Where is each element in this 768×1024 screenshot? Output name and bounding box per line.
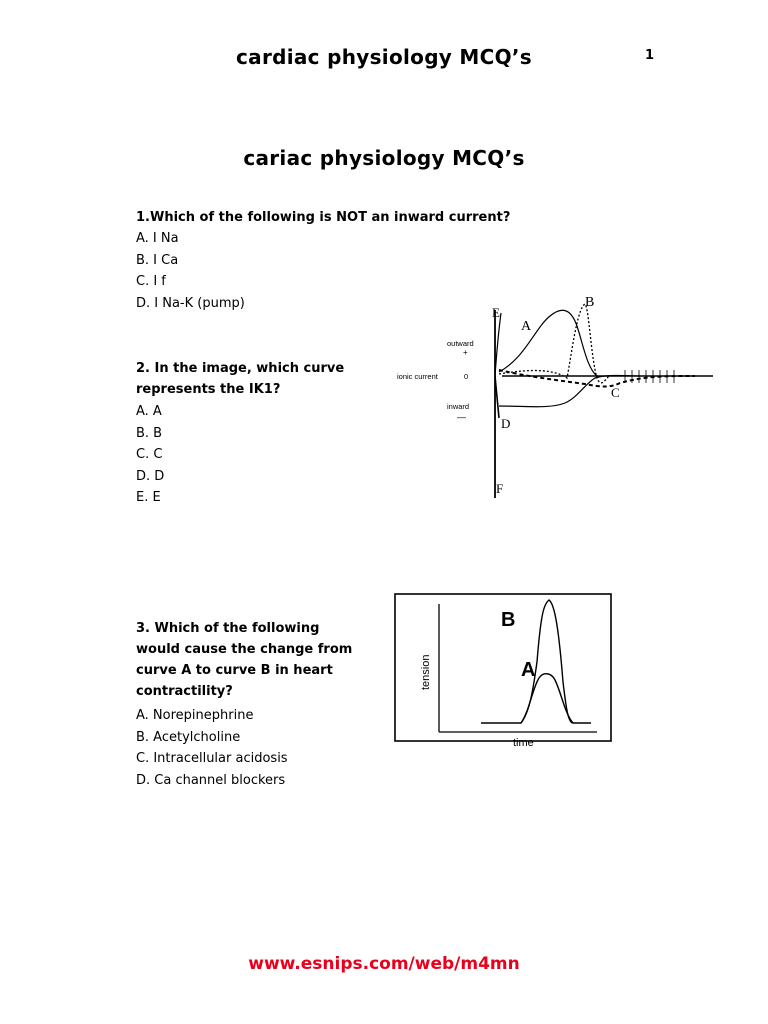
question-2-options (136, 401, 164, 509)
zero-label: 0 (464, 372, 469, 381)
option-c: C. Intracellular acidosis (136, 751, 288, 766)
option-b: B. Acetylcholine (136, 729, 241, 745)
question-1-text: 1.Which of the following is NOT an inward current? (136, 210, 511, 225)
curve-label-f: F (496, 481, 504, 496)
curve-label-b: B (585, 295, 595, 310)
question-3-text: 3. Which of the following would cause the change from curve A to curve B in heart contractility? (136, 621, 353, 699)
ionic-current-figure (395, 288, 720, 500)
option-a: A. A (136, 404, 162, 419)
document-title: cariac physiology MCQ’s (243, 146, 525, 170)
curve-a (499, 310, 597, 376)
outward-label: outward (447, 339, 474, 348)
curve-label-a: A (521, 659, 536, 681)
curve-label-d: D (501, 416, 511, 431)
page-header-title: cardiac physiology MCQ’s (236, 45, 532, 69)
x-axis-label: time (513, 737, 534, 749)
question-1-options (136, 228, 245, 314)
option-b: B. I Ca (136, 252, 179, 268)
question-3-options (136, 705, 288, 791)
curve-label-e: E (492, 305, 500, 320)
option-e: E. E (136, 490, 161, 505)
option-b: B. B (136, 425, 163, 441)
y-axis-label: tension (420, 654, 432, 690)
option-c: C. I f (136, 274, 166, 289)
option-d: D. D (136, 468, 165, 484)
ionic-current-label: ionic current (397, 372, 438, 381)
tension-time-figure (393, 592, 615, 752)
minus-sign: — (457, 412, 466, 422)
option-d: D. I Na-K (pump) (136, 295, 245, 311)
page-number: 1 (645, 48, 655, 63)
inward-label: inward (447, 402, 470, 411)
plus-sign: + (463, 348, 468, 357)
option-a: A. Norepinephrine (136, 708, 254, 723)
curve-label-c: C (611, 385, 620, 400)
question-2-text: 2. In the image, which curve represents the IK1? (136, 361, 345, 397)
curve-label-b: B (501, 609, 516, 631)
curve-label-a: A (521, 319, 532, 334)
option-c: C. C (136, 447, 163, 462)
footer-link[interactable]: www.esnips.com/web/m4mn (248, 954, 520, 974)
option-d: D. Ca channel blockers (136, 772, 286, 788)
option-a: A. I Na (136, 231, 179, 246)
